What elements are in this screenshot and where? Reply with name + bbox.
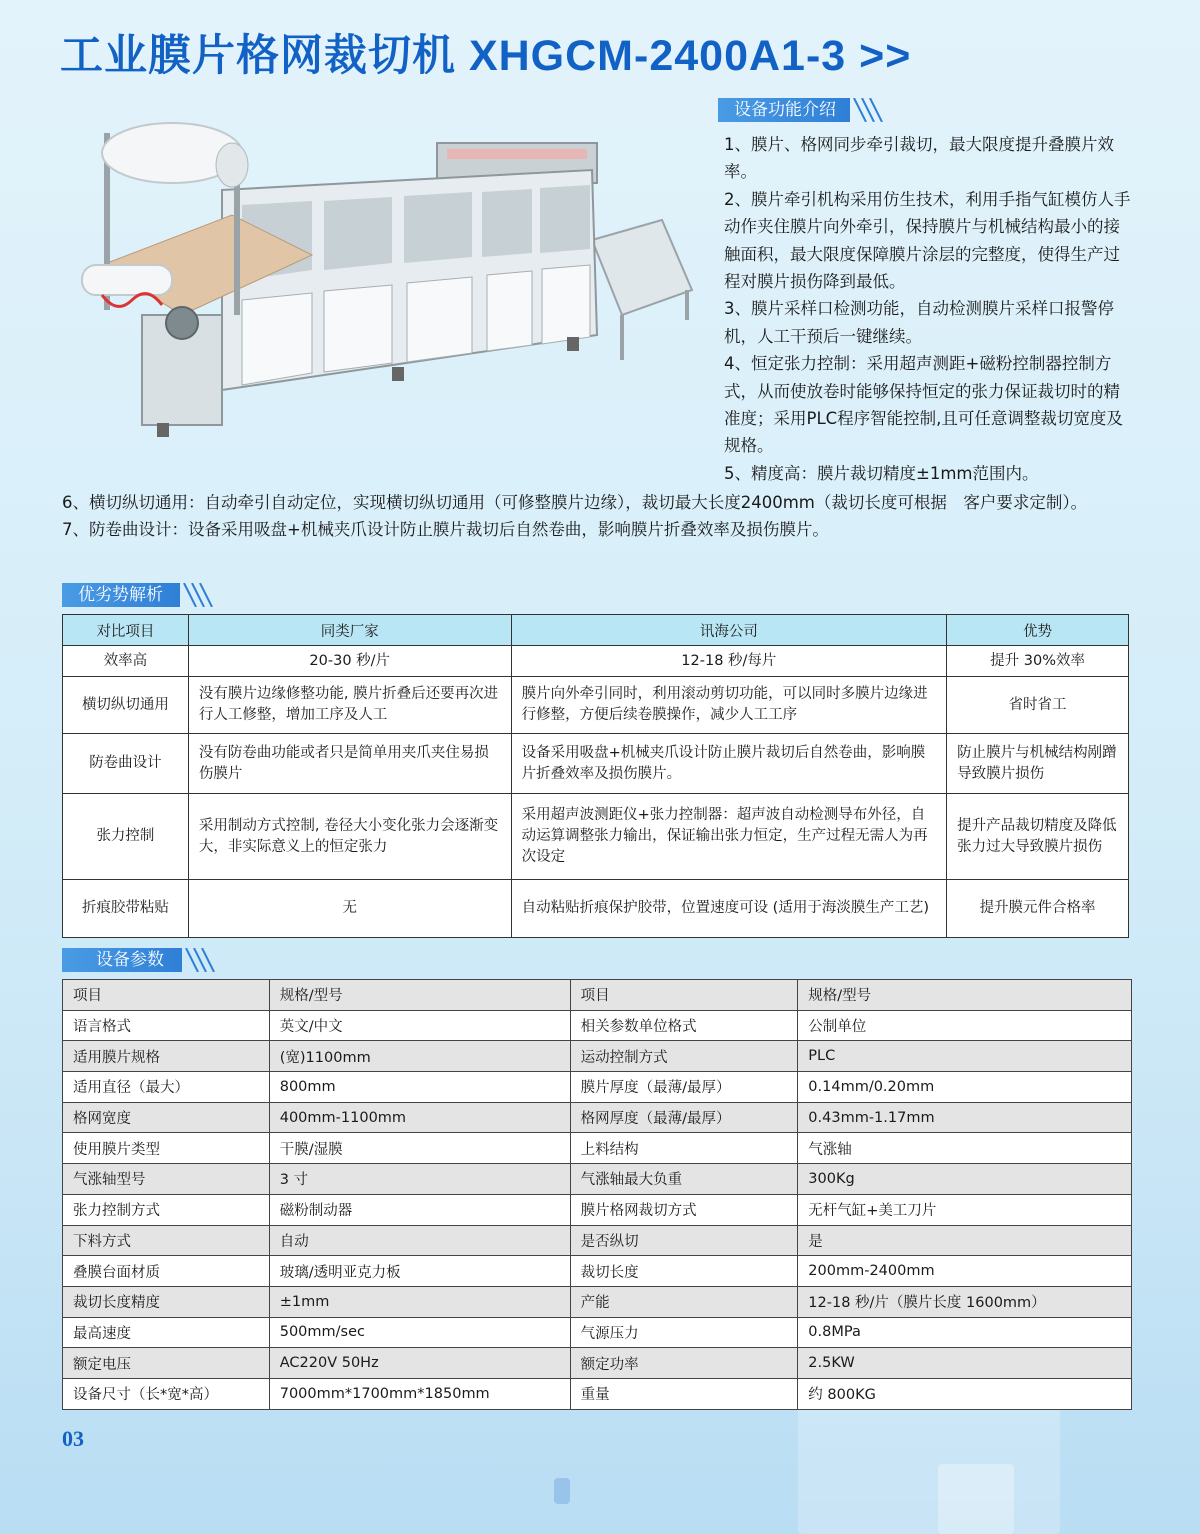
table-cell: 张力控制方式	[63, 1194, 270, 1225]
table-cell: 3 寸	[269, 1164, 570, 1195]
table-cell: 产能	[570, 1286, 798, 1317]
table-cell: 语言格式	[63, 1010, 270, 1041]
section-title: 设备参数	[96, 950, 164, 970]
table-cell: 额定功率	[570, 1348, 798, 1379]
table-cell: ±1mm	[269, 1286, 570, 1317]
table-cell: 气涨轴型号	[63, 1164, 270, 1195]
table-cell: 最高速度	[63, 1317, 270, 1348]
table-cell: 是否纵切	[570, 1225, 798, 1256]
background-decoration	[938, 1464, 1014, 1534]
section-tab-compare	[62, 583, 180, 607]
table-header-row	[63, 980, 1132, 1011]
table-cell: 0.14mm/0.20mm	[798, 1072, 1132, 1103]
table-cell: 500mm/sec	[269, 1317, 570, 1348]
table-cell: 适用直径（最大）	[63, 1072, 270, 1103]
table-cell: 干膜/湿膜	[269, 1133, 570, 1164]
table-cell: 300Kg	[798, 1164, 1132, 1195]
table-cell: 0.43mm-1.17mm	[798, 1102, 1132, 1133]
table-row	[63, 646, 1129, 677]
table-cell: (宽)1100mm	[269, 1041, 570, 1072]
table-cell: 400mm-1100mm	[269, 1102, 570, 1133]
page-number: 03	[62, 1426, 84, 1451]
function-item: 1、膜片、格网同步牵引裁切，最大限度提升叠膜片效率。	[724, 135, 1114, 182]
table-row	[63, 734, 1129, 794]
parameter-table	[62, 979, 1132, 1410]
table-cell: 无杆气缸+美工刀片	[798, 1194, 1132, 1225]
table-cell: 横切纵切通用	[63, 677, 189, 734]
table-cell: 0.8MPa	[798, 1317, 1132, 1348]
table-cell: 磁粉制动器	[269, 1194, 570, 1225]
table-cell: 自动	[269, 1225, 570, 1256]
function-list	[724, 131, 1134, 487]
machine-illustration	[62, 115, 702, 445]
table-header-row	[63, 615, 1129, 646]
table-cell: 采用超声波测距仪+张力控制器：超声波自动检测导布外径，自动运算调整张力输出，保证输出张力恒定，生产过程无需人为再次设定	[511, 794, 947, 880]
table-cell: 设备采用吸盘+机械夹爪设计防止膜片裁切后自然卷曲，影响膜片折叠效率及损伤膜片。	[511, 734, 947, 794]
table-row	[63, 1378, 1132, 1409]
table-cell: 自动粘贴折痕保护胶带，位置速度可设 (适用于海淡膜生产工艺)	[511, 880, 947, 938]
background-decoration	[798, 1400, 1060, 1534]
table-cell: 提升膜元件合格率	[947, 880, 1129, 938]
table-row	[63, 1072, 1132, 1103]
comparison-table	[62, 614, 1129, 938]
function-list-wide	[62, 489, 1132, 544]
function-item: 2、膜片牵引机构采用仿生技术，利用手指气缸模仿人手动作夹住膜片向外牵引，保持膜片与机械结构最小的接触面积，最大限度保障膜片涂层的完整度，使得生产过程对膜片损伤降到最低。	[724, 189, 1131, 292]
table-cell: 规格/型号	[269, 980, 570, 1011]
table-cell: 省时省工	[947, 677, 1129, 734]
function-item: 5、精度高：膜片裁切精度±1mm范围内。	[724, 463, 1039, 483]
section-tab-params	[62, 948, 182, 972]
table-cell: 重量	[570, 1378, 798, 1409]
table-cell: 格网厚度（最薄/最厚）	[570, 1102, 798, 1133]
function-item: 4、恒定张力控制：采用超声测距+磁粉控制器控制方式，从而使放卷时能够保持恒定的张力保证裁切时的精准度；采用PLC程序智能控制,且可任意调整裁切宽度及规格。	[724, 354, 1123, 456]
table-cell: 膜片向外牵引同时，利用滚动剪切功能，可以同时多膜片边缘进行修整，方便后续卷膜操作，减少人工工序	[511, 677, 947, 734]
table-row	[63, 1225, 1132, 1256]
table-cell: 额定电压	[63, 1348, 270, 1379]
table-cell: 张力控制	[63, 794, 189, 880]
table-row	[63, 1194, 1132, 1225]
table-cell: 运动控制方式	[570, 1041, 798, 1072]
table-row	[63, 1256, 1132, 1287]
table-cell: 叠膜台面材质	[63, 1256, 270, 1287]
function-item: 7、防卷曲设计：设备采用吸盘+机械夹爪设计防止膜片裁切后自然卷曲，影响膜片折叠效率及损伤膜片。	[62, 520, 829, 540]
table-cell: PLC	[798, 1041, 1132, 1072]
table-cell: 没有膜片边缘修整功能, 膜片折叠后还要再次进行人工修整，增加工序及人工	[188, 677, 511, 734]
table-cell: 防卷曲设计	[63, 734, 189, 794]
table-cell: 裁切长度精度	[63, 1286, 270, 1317]
table-row	[63, 1286, 1132, 1317]
table-cell: 折痕胶带粘贴	[63, 880, 189, 938]
table-row	[63, 794, 1129, 880]
table-row	[63, 1041, 1132, 1072]
table-row	[63, 880, 1129, 938]
table-cell: 200mm-2400mm	[798, 1256, 1132, 1287]
table-cell: 下料方式	[63, 1225, 270, 1256]
table-cell: 项目	[63, 980, 270, 1011]
table-row	[63, 1010, 1132, 1041]
table-cell: 格网宽度	[63, 1102, 270, 1133]
section-title: 优劣势解析	[78, 585, 163, 605]
page-title: 工业膜片格网裁切机 XHGCM-2400A1-3 >>	[60, 32, 912, 80]
table-row	[63, 1317, 1132, 1348]
table-cell: 上料结构	[570, 1133, 798, 1164]
table-cell: 提升产品裁切精度及降低张力过大导致膜片损伤	[947, 794, 1129, 880]
table-cell: 规格/型号	[798, 980, 1132, 1011]
table-cell: 使用膜片类型	[63, 1133, 270, 1164]
table-cell: 适用膜片规格	[63, 1041, 270, 1072]
column-header: 讯海公司	[511, 615, 947, 646]
slash-decoration-icon	[180, 583, 216, 607]
table-cell: 气涨轴	[798, 1133, 1132, 1164]
table-cell: 采用制动方式控制, 卷径大小变化张力会逐渐变大，非实际意义上的恒定张力	[188, 794, 511, 880]
table-cell: 12-18 秒/片（膜片长度 1600mm）	[798, 1286, 1132, 1317]
table-row	[63, 1102, 1132, 1133]
table-cell: AC220V 50Hz	[269, 1348, 570, 1379]
table-cell: 公制单位	[798, 1010, 1132, 1041]
section-tab-functions	[718, 98, 850, 122]
table-cell: 气涨轴最大负重	[570, 1164, 798, 1195]
table-cell: 无	[188, 880, 511, 938]
table-cell: 设备尺寸（长*宽*高）	[63, 1378, 270, 1409]
table-row	[63, 1133, 1132, 1164]
table-cell: 英文/中文	[269, 1010, 570, 1041]
table-cell: 7000mm*1700mm*1850mm	[269, 1378, 570, 1409]
table-cell: 12-18 秒/每片	[511, 646, 947, 677]
table-cell: 防止膜片与机械结构剐蹭导致膜片损伤	[947, 734, 1129, 794]
table-cell: 玻璃/透明亚克力板	[269, 1256, 570, 1287]
table-cell: 膜片格网裁切方式	[570, 1194, 798, 1225]
function-item: 6、横切纵切通用：自动牵引自动定位，实现横切纵切通用（可修整膜片边缘），裁切最大长度2400mm（裁切长度可根据 客户要求定制）。	[62, 493, 1088, 512]
table-cell: 是	[798, 1225, 1132, 1256]
table-cell: 裁切长度	[570, 1256, 798, 1287]
table-cell: 膜片厚度（最薄/最厚）	[570, 1072, 798, 1103]
function-item: 3、膜片采样口检测功能，自动检测膜片采样口报警停机，人工干预后一键继续。	[724, 299, 1114, 346]
background-decoration	[554, 1478, 570, 1504]
table-cell: 效率高	[63, 646, 189, 677]
table-row	[63, 1164, 1132, 1195]
column-header: 优势	[947, 615, 1129, 646]
table-cell: 约 800KG	[798, 1378, 1132, 1409]
table-cell: 项目	[570, 980, 798, 1011]
table-cell: 20-30 秒/片	[188, 646, 511, 677]
table-cell: 没有防卷曲功能或者只是简单用夹爪夹住易损伤膜片	[188, 734, 511, 794]
table-cell: 提升 30%效率	[947, 646, 1129, 677]
section-title: 设备功能介绍	[734, 100, 836, 120]
table-row	[63, 677, 1129, 734]
slash-decoration-icon	[182, 948, 218, 972]
slash-decoration-icon	[850, 98, 886, 122]
column-header: 同类厂家	[188, 615, 511, 646]
table-cell: 气源压力	[570, 1317, 798, 1348]
table-cell: 800mm	[269, 1072, 570, 1103]
column-header: 对比项目	[63, 615, 189, 646]
table-cell: 相关参数单位格式	[570, 1010, 798, 1041]
table-row	[63, 1348, 1132, 1379]
table-cell: 2.5KW	[798, 1348, 1132, 1379]
